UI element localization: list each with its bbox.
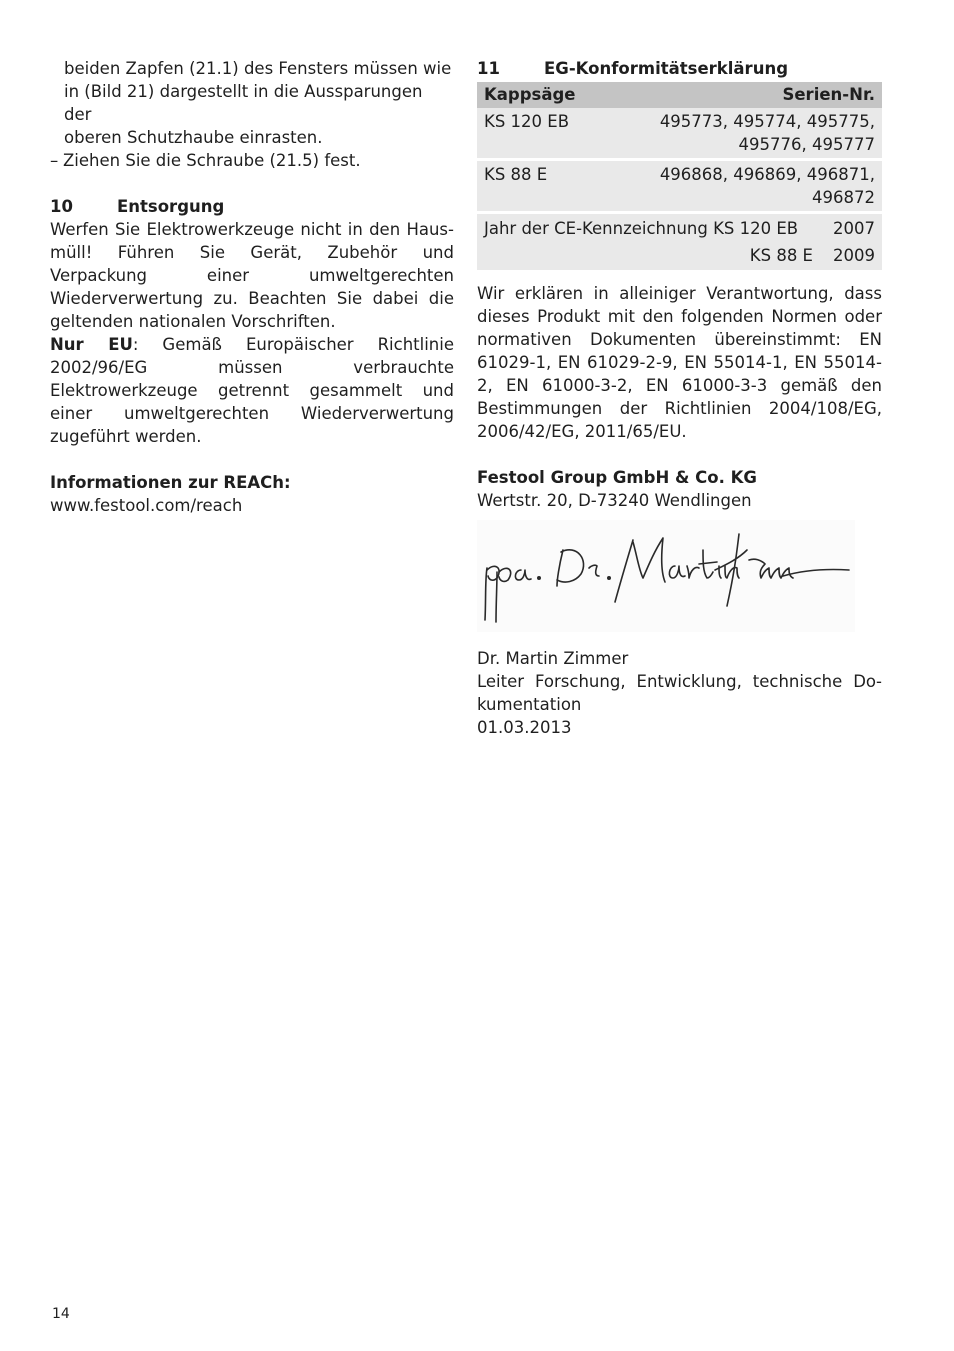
signer-name: Dr. Martin Zimmer: [477, 649, 629, 668]
conformity-table: [477, 82, 882, 270]
reach-url: www.festool.com/reach: [50, 496, 243, 515]
step-item: [50, 149, 454, 172]
declaration-date: 01.03.2013: [477, 718, 572, 737]
declaration-paragraph: Wir erklären in alleiniger Verantwortung, dass dieses Produkt mit den folgenden Normen oder normativen Dokumenten übereinstimmt: EN 61029-1, EN 61029-2-9, EN 55014-1, EN 55014-2, EN 61000-3-2, EN 61000-3-3 gemäß den Bestimmungen der Richtlinien 2004/108/EG, 2006/42/EG, 2011/65/EU.: [477, 284, 882, 441]
section-number: 11: [477, 59, 500, 78]
section-title: EG-Konformitätserklärung: [544, 59, 789, 78]
serial-cell: [605, 160, 882, 213]
section-11-heading: [477, 57, 882, 80]
page-number: 14: [52, 1306, 70, 1322]
serial-line: 495773, 495774, 495775,: [659, 112, 875, 131]
year-line-2: [484, 244, 875, 267]
year-line-1: [484, 217, 875, 240]
left-column: [50, 57, 454, 517]
company-name: Festool Group GmbH & Co. KG: [477, 468, 757, 487]
continued-line-3: oberen Schutzhaube einrasten.: [64, 128, 323, 147]
serial-cell: [605, 108, 882, 160]
dash-marker: –: [50, 151, 59, 170]
year-value: 2007: [833, 219, 875, 238]
continued-line-1: beiden Zapfen (21.1) des Fensters müssen wie: [64, 59, 452, 78]
year-cell: [477, 213, 882, 271]
serial-line: 495776, 495777: [738, 135, 875, 154]
model-cell: KS 88 E: [477, 160, 605, 213]
section-title: Entsorgung: [117, 197, 225, 216]
table-year-row: [477, 213, 882, 271]
model-cell: KS 120 EB: [477, 108, 605, 160]
table-header-row: [477, 82, 882, 108]
right-column: [477, 57, 882, 739]
eu-label: Nur EU: [50, 335, 133, 354]
signer-role: Leiter Forschung, Entwicklung, technische Dokumentation: [477, 672, 882, 714]
company-address: Wertstr. 20, D-73240 Wendlingen: [477, 491, 752, 510]
header-model: Kappsäge: [477, 82, 605, 108]
table-row: [477, 108, 882, 160]
table-row: [477, 160, 882, 213]
year-label: Jahr der CE-Kennzeichnung KS 120 EB: [484, 219, 799, 238]
continued-line-2: in (Bild 21) dargestellt in die Aussparungen der: [64, 82, 423, 124]
signature-image: [477, 520, 855, 632]
year-model: KS 88 E: [749, 246, 813, 265]
year-value: 2009: [833, 246, 875, 265]
eu-paragraph: [50, 333, 454, 448]
eu-text: : Gemäß Europäischer Richtlinie 2002/96/EG müssen verbrauchte Elektrowerkzeuge getrennt gesammelt und einer umweltgerechten Wiederverwertung zugeführt werden.: [50, 335, 454, 446]
signature-icon: [477, 520, 855, 632]
header-serial: Serien-Nr.: [605, 82, 882, 108]
disposal-paragraph: Werfen Sie Elektrowerkzeuge nicht in den Hausmüll! Führen Sie Gerät, Zubehör und Verpackung einer umweltgerechten Wiederverwertung zu. Beachten Sie dabei die geltenden nationalen Vorschriften.: [50, 220, 454, 331]
serial-line: 496872: [812, 188, 875, 207]
reach-title: Informationen zur REACh:: [50, 473, 291, 492]
section-10-heading: [50, 195, 454, 218]
section-number: 10: [50, 197, 73, 216]
serial-line: 496868, 496869, 496871,: [659, 165, 875, 184]
step-text: Ziehen Sie die Schraube (21.5) fest.: [63, 151, 361, 170]
